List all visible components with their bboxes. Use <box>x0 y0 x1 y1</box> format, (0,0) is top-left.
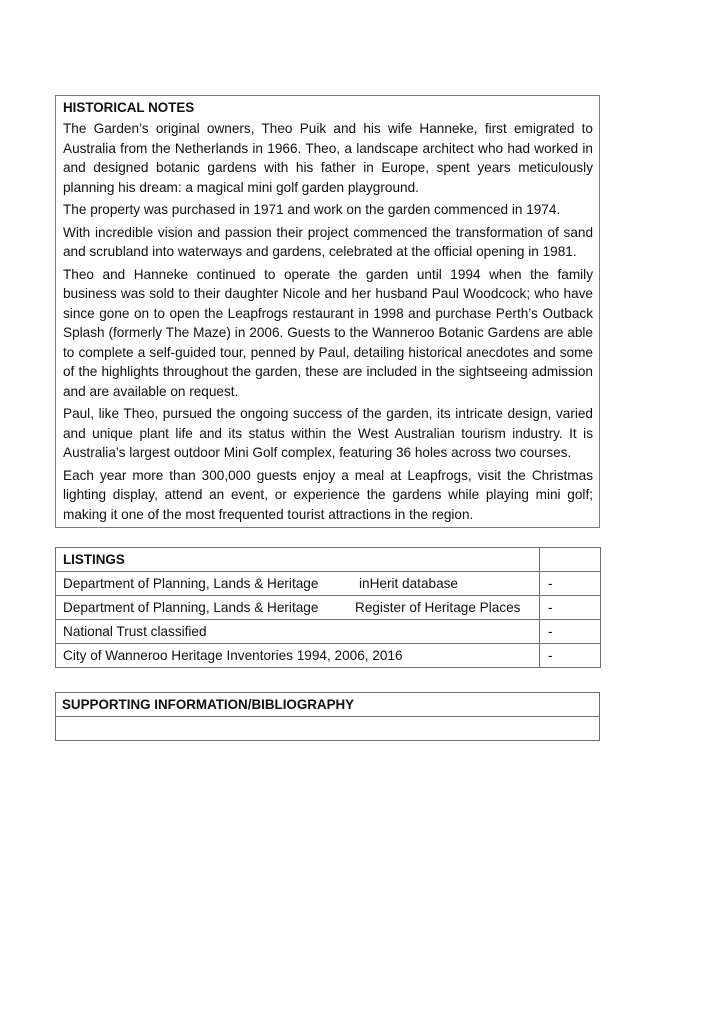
listing-sublabel: inHerit database <box>359 576 458 591</box>
listing-label: Department of Planning, Lands & Heritage <box>63 576 319 591</box>
historical-notes-paragraph: Theo and Hanneke continued to operate the garden until 1994 when the family business was sold to their daughter Nicole and her husband Paul Woodcock; who have since gone on to open the Leapfrogs restaurant in 1998 and purchase Perth’s Outback Splash (formerly The Maze) in 2006. Guests to the Wanneroo Botanic Gardens are able to complete a self-guided tour, penned by Paul, detailing historical anecdotes and some of the highlights throughout the garden, these are included in the sightseeing admission and are available on request. <box>63 266 593 399</box>
listings-header-row <box>56 548 601 572</box>
supporting-information-body <box>56 717 599 740</box>
listing-status: - <box>540 572 601 596</box>
table-row <box>56 572 601 596</box>
listing-label-cell <box>56 644 540 668</box>
listing-status: - <box>540 620 601 644</box>
historical-notes-section <box>55 95 600 528</box>
listing-label: National Trust classified <box>63 624 207 639</box>
historical-notes-paragraph: The Garden’s original owners, Theo Puik and his wife Hanneke, first emigrated to Australia from the Netherlands in 1966. Theo, a landscape architect who had worked in and designed botanic gardens with his father in Europe, spent years meticulously planning his dream: a magical mini golf garden playground. <box>63 121 593 195</box>
listing-status: - <box>540 644 601 668</box>
table-row <box>56 596 601 620</box>
listing-label: City of Wanneroo Heritage Inventories 1994, 2006, 2016 <box>63 648 403 663</box>
historical-notes-paragraph: With incredible vision and passion their project commenced the transformation of sand and scrubland into waterways and gardens, celebrated at the official opening in 1981. <box>63 224 593 259</box>
listing-sublabel: Register of Heritage Places <box>355 600 521 615</box>
listings-header-status <box>540 548 601 572</box>
historical-notes-paragraph: The property was purchased in 1971 and work on the garden commenced in 1974. <box>63 202 561 217</box>
listing-label: Department of Planning, Lands & Heritage <box>63 600 319 615</box>
listings-heading: LISTINGS <box>56 548 540 572</box>
supporting-information-heading: SUPPORTING INFORMATION/BIBLIOGRAPHY <box>56 693 599 717</box>
listing-label-cell <box>56 596 540 620</box>
listings-table <box>55 547 601 668</box>
listing-label-cell <box>56 572 540 596</box>
supporting-information-section <box>55 692 600 741</box>
table-row <box>56 620 601 644</box>
table-row <box>56 644 601 668</box>
historical-notes-paragraph: Each year more than 300,000 guests enjoy a meal at Leapfrogs, visit the Christmas lighting display, attend an event, or experience the gardens while playing mini golf; making it one of the most frequented tourist attractions in the region. <box>63 467 593 522</box>
historical-notes-heading: HISTORICAL NOTES <box>63 100 195 115</box>
listing-status: - <box>540 596 601 620</box>
listing-label-cell <box>56 620 540 644</box>
historical-notes-paragraph: Paul, like Theo, pursued the ongoing success of the garden, its intricate design, varied and unique plant life and its status within the West Australian tourism industry. It is Australia’s largest outdoor Mini Golf complex, featuring 36 holes across two courses. <box>63 406 593 460</box>
